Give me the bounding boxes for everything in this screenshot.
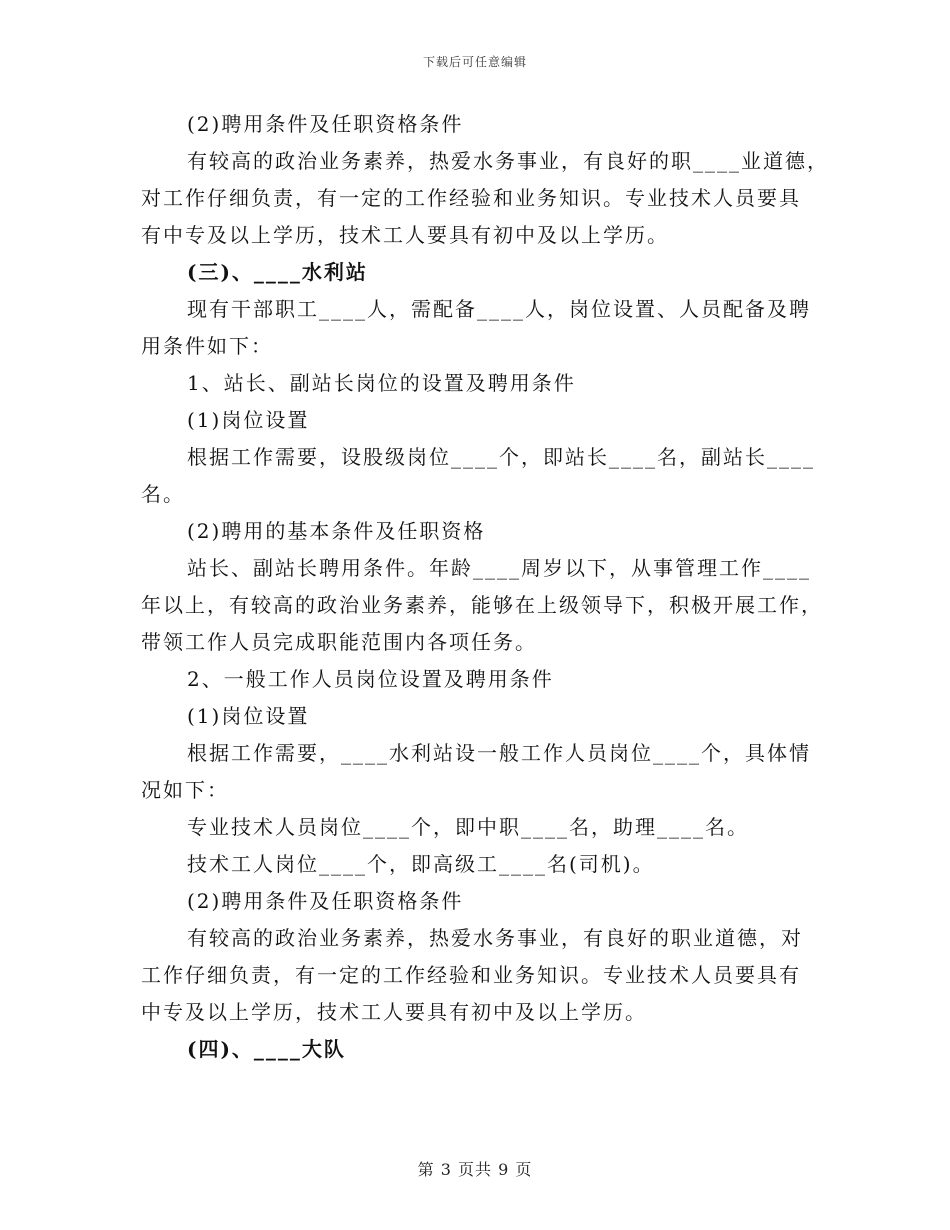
paragraph-line: 专业技术人员岗位____个，即中职____名，助理____名。 [187,815,749,839]
page-indicator: 第 3 页共 9 页 [417,1160,533,1179]
paragraph-line: 况如下： [141,778,229,802]
paragraph-line: 现有干部职工____人，需配备____人，岗位设置、人员配备及聘 [187,297,811,321]
paragraph-line: 对工作仔细负责，有一定的工作经验和业务知识。专业技术人员要具 [141,186,801,210]
paragraph-line: 根据工作需要，设股级岗位____个，即站长____名，副站长____ [187,445,815,469]
subheading-line: 2、一般工作人员岗位设置及聘用条件 [187,667,554,691]
subheading-line: (2)聘用条件及任职资格条件 [187,889,464,913]
paragraph-line: 技术工人岗位____个，即高级工____名(司机)。 [187,852,655,876]
paragraph-line: 有中专及以上学历，技术工人要具有初中及以上学历。 [141,223,669,247]
subheading-line: (1)岗位设置 [187,408,310,432]
paragraph-line: 有较高的政治业务素养，热爱水务事业，有良好的职业道德，对 [187,926,803,950]
section-heading: (三)、____水利站 [187,260,368,284]
paragraph-line: 中专及以上学历，技术工人要具有初中及以上学历。 [141,1000,647,1024]
paragraph-line: 站长、副站长聘用条件。年龄____周岁以下，从事管理工作____ [187,556,811,580]
document-body [141,106,829,1068]
paragraph-line: 带领工作人员完成职能范围内各项任务。 [141,630,537,654]
paragraph-line: 根据工作需要，____水利站设一般工作人员岗位____个，具体情 [187,741,811,765]
subheading-line: (2)聘用的基本条件及任职资格 [187,519,486,543]
paragraph-line: 有较高的政治业务素养，热爱水务事业，有良好的职____业道德， [187,149,829,173]
paragraph-line: 名。 [141,482,185,506]
paragraph-line: 年以上，有较高的政治业务素养，能够在上级领导下，积极开展工作， [141,593,823,617]
paragraph-line: 用条件如下： [141,334,273,358]
subheading-line: (2)聘用条件及任职资格条件 [187,112,464,136]
subheading-line: 1、站长、副站长岗位的设置及聘用条件 [187,371,576,395]
section-heading: (四)、____大队 [187,1037,346,1061]
header-note: 下载后可任意编辑 [422,55,527,69]
subheading-line: (1)岗位设置 [187,704,310,728]
paragraph-line: 工作仔细负责，有一定的工作经验和业务知识。专业技术人员要具有 [141,963,801,987]
